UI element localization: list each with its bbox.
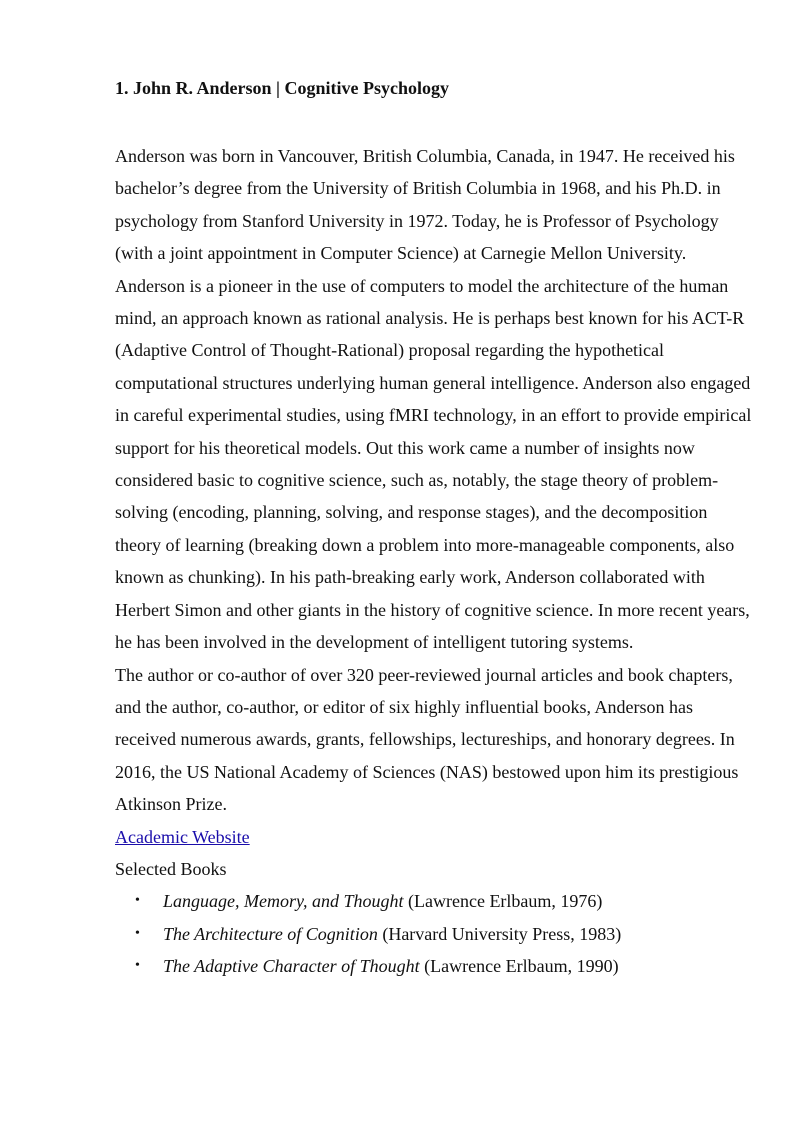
book-item — [115, 950, 755, 982]
book-details: (Harvard University Press, 1983) — [377, 923, 622, 944]
academic-website-row — [115, 821, 755, 853]
book-item — [115, 885, 755, 917]
book-title: The Architecture of Cognition — [163, 923, 378, 944]
book-details: (Lawrence Erlbaum, 1976) — [403, 891, 603, 912]
page-title: 1. John R. Anderson | Cognitive Psychology — [115, 78, 450, 98]
document-body — [115, 74, 755, 983]
research-paragraph: Anderson is a pioneer in the use of computers to model the architecture of the human mind, an approach known as rational analysis. He is perhaps best known for his ACT-R (Adaptive Control of Thought-Rational) proposal regarding the hypothetical computational structures underlying human general intelligence. Anderson also engaged in careful experimental studies, using fMRI technology, in an effort to provide empirical support for his theoretical models. Out this work came a number of insights now considered basic to cognitive science, such as, notably, the stage theory of problem-solving (encoding, planning, solving, and response stages), and the decomposition theory of learning (breaking down a problem into more-manageable components, also known as chunking). In his path-breaking early work, Anderson collaborated with Herbert Simon and other giants in the history of cognitive science. In more recent years, he has been involved in the development of intelligent tutoring systems. — [115, 275, 752, 653]
academic-website-link[interactable]: Academic Website — [115, 826, 250, 847]
book-title: Language, Memory, and Thought — [163, 891, 404, 912]
bio-paragraph: Anderson was born in Vancouver, British Columbia, Canada, in 1947. He received his bachelor’s degree from the University of British Columbia in 1968, and his Ph.D. in psychology from Stanford University in 1972. Today, he is Professor of Psychology (with a joint appointment in Computer Science) at Carnegie Mellon University. — [115, 146, 735, 264]
bullet-icon: • — [135, 925, 140, 941]
books-list — [115, 885, 755, 982]
awards-paragraph: The author or co-author of over 320 peer-reviewed journal articles and book chapters, and the author, co-author, or editor of six highly influential books, Anderson has received numerous awards, grants, fellowships, lectureships, and honorary degrees. In 2016, the US National Academy of Sciences (NAS) bestowed upon him its prestigious Atkinson Prize. — [115, 664, 739, 815]
spacer — [115, 102, 755, 140]
book-title: The Adaptive Character of Thought — [163, 956, 420, 977]
bullet-icon: • — [135, 893, 140, 909]
bullet-icon: • — [135, 958, 140, 974]
book-item — [115, 918, 755, 950]
book-details: (Lawrence Erlbaum, 1990) — [419, 956, 619, 977]
selected-books-heading: Selected Books — [115, 858, 227, 879]
